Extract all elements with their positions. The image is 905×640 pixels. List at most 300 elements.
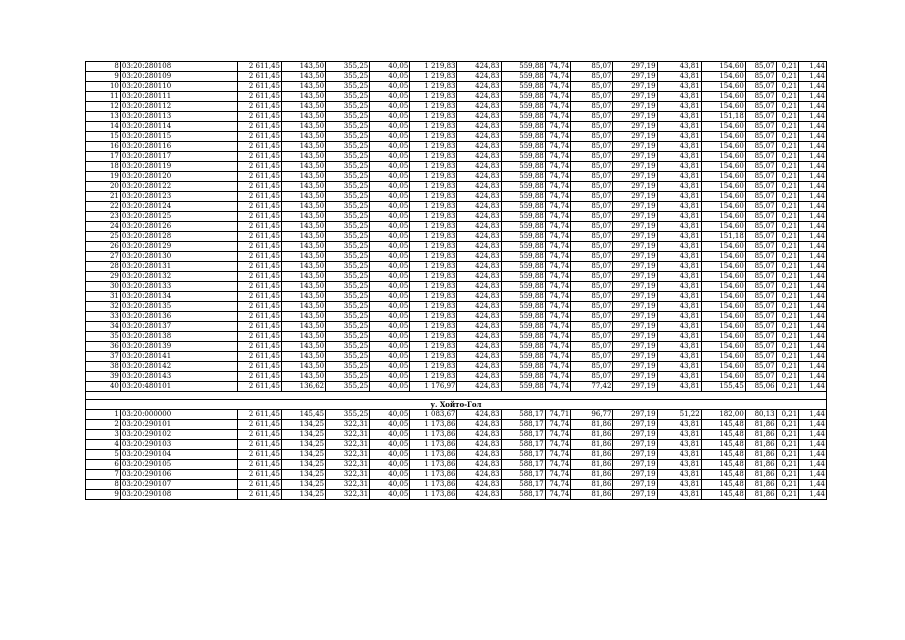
value-cell: 74,74 [545, 332, 571, 342]
value-cell: 297,19 [613, 410, 657, 420]
value-cell: 74,74 [545, 102, 571, 112]
row-number-cell: 32 [86, 302, 121, 312]
value-cell: 355,25 [326, 112, 370, 122]
value-cell: 74,74 [545, 252, 571, 262]
value-cell: 85,07 [571, 132, 613, 142]
table-row [86, 82, 827, 92]
value-cell: 40,05 [370, 102, 410, 112]
value-cell: 424,83 [457, 62, 501, 72]
value-cell: 1,44 [799, 430, 827, 440]
value-cell: 355,25 [326, 302, 370, 312]
value-cell: 143,50 [282, 62, 326, 72]
value-cell: 81,86 [745, 450, 776, 460]
value-cell: 40,05 [370, 162, 410, 172]
cadastral-number-cell: 03:20:290101 [120, 420, 237, 430]
value-cell: 154,60 [701, 292, 745, 302]
value-cell: 1 219,83 [410, 312, 457, 322]
value-cell: 143,50 [282, 192, 326, 202]
value-cell: 1,44 [799, 142, 827, 152]
value-cell: 85,07 [745, 352, 776, 362]
value-cell: 1 173,86 [410, 440, 457, 450]
value-cell: 559,88 [501, 372, 545, 382]
value-cell: 355,25 [326, 182, 370, 192]
value-cell: 2 611,45 [237, 172, 281, 182]
value-cell: 2 611,45 [237, 332, 281, 342]
value-cell: 43,81 [657, 282, 701, 292]
value-cell: 40,05 [370, 142, 410, 152]
value-cell: 0,21 [776, 342, 799, 352]
value-cell: 297,19 [613, 352, 657, 362]
value-cell: 40,05 [370, 172, 410, 182]
value-cell: 85,07 [745, 122, 776, 132]
value-cell: 0,21 [776, 72, 799, 82]
value-cell: 85,07 [571, 202, 613, 212]
value-cell: 0,21 [776, 252, 799, 262]
value-cell: 0,21 [776, 122, 799, 132]
value-cell: 74,74 [545, 222, 571, 232]
value-cell: 1,44 [799, 242, 827, 252]
value-cell: 1 219,83 [410, 162, 457, 172]
value-cell: 297,19 [613, 252, 657, 262]
cadastral-number-cell: 03:20:280110 [120, 82, 237, 92]
value-cell: 85,07 [571, 102, 613, 112]
value-cell: 43,81 [657, 382, 701, 392]
value-cell: 2 611,45 [237, 312, 281, 322]
value-cell: 559,88 [501, 152, 545, 162]
value-cell: 1 173,86 [410, 420, 457, 430]
value-cell: 85,07 [571, 72, 613, 82]
table-row [86, 272, 827, 282]
value-cell: 74,74 [545, 430, 571, 440]
table-body-section-1 [86, 62, 827, 392]
value-cell: 1 219,83 [410, 362, 457, 372]
value-cell: 297,19 [613, 192, 657, 202]
cadastral-number-cell: 03:20:280129 [120, 242, 237, 252]
value-cell: 145,45 [282, 410, 326, 420]
value-cell: 2 611,45 [237, 102, 281, 112]
value-cell: 1 219,83 [410, 82, 457, 92]
value-cell: 154,60 [701, 182, 745, 192]
value-cell: 297,19 [613, 132, 657, 142]
value-cell: 1,44 [799, 470, 827, 480]
value-cell: 43,81 [657, 232, 701, 242]
value-cell: 355,25 [326, 252, 370, 262]
value-cell: 81,86 [745, 430, 776, 440]
table-row [86, 440, 827, 450]
value-cell: 559,88 [501, 302, 545, 312]
value-cell: 355,25 [326, 272, 370, 282]
value-cell: 145,48 [701, 470, 745, 480]
table-row [86, 312, 827, 322]
value-cell: 85,07 [745, 102, 776, 112]
value-cell: 424,83 [457, 182, 501, 192]
cadastral-number-cell: 03:20:280141 [120, 352, 237, 362]
value-cell: 2 611,45 [237, 72, 281, 82]
value-cell: 559,88 [501, 292, 545, 302]
value-cell: 154,60 [701, 122, 745, 132]
value-cell: 40,05 [370, 202, 410, 212]
value-cell: 2 611,45 [237, 132, 281, 142]
row-number-cell: 34 [86, 322, 121, 332]
value-cell: 0,21 [776, 450, 799, 460]
value-cell: 74,74 [545, 382, 571, 392]
row-number-cell: 26 [86, 242, 121, 252]
value-cell: 151,18 [701, 232, 745, 242]
value-cell: 1,44 [799, 262, 827, 272]
value-cell: 322,31 [326, 420, 370, 430]
value-cell: 1,44 [799, 62, 827, 72]
cadastral-number-cell: 03:20:280124 [120, 202, 237, 212]
value-cell: 143,50 [282, 112, 326, 122]
value-cell: 85,07 [571, 322, 613, 332]
value-cell: 1,44 [799, 352, 827, 362]
value-cell: 2 611,45 [237, 410, 281, 420]
value-cell: 40,05 [370, 132, 410, 142]
cadastral-number-cell: 03:20:280128 [120, 232, 237, 242]
value-cell: 559,88 [501, 132, 545, 142]
value-cell: 559,88 [501, 352, 545, 362]
row-number-cell: 8 [86, 62, 121, 72]
row-number-cell: 20 [86, 182, 121, 192]
value-cell: 0,21 [776, 460, 799, 470]
row-number-cell: 2 [86, 420, 121, 430]
value-cell: 40,05 [370, 322, 410, 332]
value-cell: 85,07 [745, 162, 776, 172]
table-row [86, 202, 827, 212]
table-row [86, 282, 827, 292]
value-cell: 1 219,83 [410, 342, 457, 352]
value-cell: 74,74 [545, 92, 571, 102]
value-cell: 143,50 [282, 332, 326, 342]
value-cell: 1 219,83 [410, 332, 457, 342]
value-cell: 85,07 [745, 292, 776, 302]
value-cell: 74,74 [545, 132, 571, 142]
value-cell: 134,25 [282, 440, 326, 450]
value-cell: 297,19 [613, 222, 657, 232]
value-cell: 0,21 [776, 182, 799, 192]
value-cell: 2 611,45 [237, 232, 281, 242]
cadastral-number-cell: 03:20:480101 [120, 382, 237, 392]
cadastral-number-cell: 03:20:290105 [120, 460, 237, 470]
value-cell: 559,88 [501, 312, 545, 322]
value-cell: 85,07 [571, 82, 613, 92]
value-cell: 424,83 [457, 242, 501, 252]
value-cell: 143,50 [282, 212, 326, 222]
cadastral-number-cell: 03:20:280115 [120, 132, 237, 142]
value-cell: 1 219,83 [410, 272, 457, 282]
value-cell: 85,07 [745, 282, 776, 292]
value-cell: 1,44 [799, 460, 827, 470]
value-cell: 145,48 [701, 450, 745, 460]
value-cell: 143,50 [282, 362, 326, 372]
value-cell: 143,50 [282, 82, 326, 92]
value-cell: 154,60 [701, 172, 745, 182]
value-cell: 322,31 [326, 470, 370, 480]
value-cell: 81,86 [571, 420, 613, 430]
value-cell: 43,81 [657, 450, 701, 460]
value-cell: 355,25 [326, 62, 370, 72]
value-cell: 43,81 [657, 192, 701, 202]
value-cell: 182,00 [701, 410, 745, 420]
value-cell: 145,48 [701, 430, 745, 440]
value-cell: 85,07 [745, 342, 776, 352]
value-cell: 85,07 [571, 162, 613, 172]
value-cell: 40,05 [370, 430, 410, 440]
table-row [86, 142, 827, 152]
value-cell: 1,44 [799, 480, 827, 490]
value-cell: 40,05 [370, 62, 410, 72]
value-cell: 40,05 [370, 312, 410, 322]
row-number-cell: 21 [86, 192, 121, 202]
value-cell: 43,81 [657, 312, 701, 322]
value-cell: 85,07 [745, 362, 776, 372]
value-cell: 559,88 [501, 172, 545, 182]
row-number-cell: 8 [86, 480, 121, 490]
value-cell: 424,83 [457, 440, 501, 450]
value-cell: 51,22 [657, 410, 701, 420]
value-cell: 74,74 [545, 62, 571, 72]
cadastral-number-cell: 03:20:280126 [120, 222, 237, 232]
value-cell: 1 173,86 [410, 480, 457, 490]
value-cell: 81,86 [571, 490, 613, 500]
value-cell: 40,05 [370, 332, 410, 342]
value-cell: 85,07 [571, 352, 613, 362]
value-cell: 40,05 [370, 92, 410, 102]
value-cell: 2 611,45 [237, 152, 281, 162]
value-cell: 297,19 [613, 202, 657, 212]
value-cell: 559,88 [501, 202, 545, 212]
value-cell: 297,19 [613, 312, 657, 322]
cadastral-number-cell: 03:20:280135 [120, 302, 237, 312]
value-cell: 1 173,86 [410, 490, 457, 500]
value-cell: 424,83 [457, 490, 501, 500]
value-cell: 0,21 [776, 312, 799, 322]
value-cell: 1 219,83 [410, 72, 457, 82]
value-cell: 43,81 [657, 372, 701, 382]
value-cell: 559,88 [501, 82, 545, 92]
value-cell: 1 173,86 [410, 430, 457, 440]
value-cell: 85,07 [571, 92, 613, 102]
value-cell: 559,88 [501, 72, 545, 82]
value-cell: 297,19 [613, 490, 657, 500]
value-cell: 559,88 [501, 102, 545, 112]
cadastral-number-cell: 03:20:280117 [120, 152, 237, 162]
value-cell: 355,25 [326, 222, 370, 232]
value-cell: 1 219,83 [410, 202, 457, 212]
value-cell: 40,05 [370, 112, 410, 122]
value-cell: 85,07 [745, 312, 776, 322]
value-cell: 145,48 [701, 440, 745, 450]
value-cell: 85,07 [571, 192, 613, 202]
value-cell: 2 611,45 [237, 490, 281, 500]
value-cell: 154,60 [701, 362, 745, 372]
value-cell: 1 219,83 [410, 62, 457, 72]
value-cell: 559,88 [501, 362, 545, 372]
value-cell: 0,21 [776, 102, 799, 112]
value-cell: 424,83 [457, 352, 501, 362]
cadastral-number-cell: 03:20:280137 [120, 322, 237, 332]
value-cell: 154,60 [701, 202, 745, 212]
value-cell: 1,44 [799, 122, 827, 132]
value-cell: 0,21 [776, 382, 799, 392]
table-row [86, 372, 827, 382]
value-cell: 43,81 [657, 480, 701, 490]
value-cell: 43,81 [657, 292, 701, 302]
value-cell: 85,07 [571, 312, 613, 322]
value-cell: 43,81 [657, 440, 701, 450]
value-cell: 355,25 [326, 362, 370, 372]
value-cell: 559,88 [501, 122, 545, 132]
row-number-cell: 40 [86, 382, 121, 392]
value-cell: 297,19 [613, 420, 657, 430]
value-cell: 559,88 [501, 142, 545, 152]
row-number-cell: 14 [86, 122, 121, 132]
value-cell: 85,07 [745, 302, 776, 312]
cadastral-number-cell: 03:20:280114 [120, 122, 237, 132]
cadastral-number-cell: 03:20:290104 [120, 450, 237, 460]
value-cell: 85,07 [571, 332, 613, 342]
value-cell: 85,07 [745, 132, 776, 142]
cadastral-number-cell: 03:20:290108 [120, 490, 237, 500]
value-cell: 559,88 [501, 112, 545, 122]
value-cell: 143,50 [282, 302, 326, 312]
value-cell: 85,07 [745, 182, 776, 192]
cadastral-number-cell: 03:20:280133 [120, 282, 237, 292]
value-cell: 85,07 [745, 72, 776, 82]
value-cell: 74,74 [545, 162, 571, 172]
value-cell: 355,25 [326, 382, 370, 392]
value-cell: 145,48 [701, 480, 745, 490]
table-row [86, 292, 827, 302]
section-header-group [86, 392, 827, 410]
row-number-cell: 38 [86, 362, 121, 372]
table-row [86, 352, 827, 362]
value-cell: 85,07 [571, 172, 613, 182]
value-cell: 559,88 [501, 262, 545, 272]
value-cell: 559,88 [501, 222, 545, 232]
value-cell: 0,21 [776, 192, 799, 202]
value-cell: 1 083,67 [410, 410, 457, 420]
value-cell: 85,06 [745, 382, 776, 392]
row-number-cell: 25 [86, 232, 121, 242]
value-cell: 40,05 [370, 182, 410, 192]
value-cell: 355,25 [326, 82, 370, 92]
value-cell: 43,81 [657, 72, 701, 82]
value-cell: 43,81 [657, 362, 701, 372]
value-cell: 74,74 [545, 372, 571, 382]
value-cell: 85,07 [571, 282, 613, 292]
value-cell: 0,21 [776, 212, 799, 222]
table-row [86, 232, 827, 242]
value-cell: 85,07 [745, 232, 776, 242]
value-cell: 85,07 [571, 262, 613, 272]
value-cell: 1 219,83 [410, 182, 457, 192]
value-cell: 81,86 [571, 470, 613, 480]
value-cell: 2 611,45 [237, 272, 281, 282]
value-cell: 0,21 [776, 490, 799, 500]
value-cell: 2 611,45 [237, 430, 281, 440]
table-row [86, 450, 827, 460]
value-cell: 1 219,83 [410, 252, 457, 262]
value-cell: 588,17 [501, 480, 545, 490]
row-number-cell: 9 [86, 72, 121, 82]
table-row [86, 302, 827, 312]
value-cell: 154,60 [701, 142, 745, 152]
value-cell: 43,81 [657, 182, 701, 192]
value-cell: 424,83 [457, 162, 501, 172]
value-cell: 355,25 [326, 352, 370, 362]
value-cell: 85,07 [745, 152, 776, 162]
value-cell: 40,05 [370, 470, 410, 480]
row-number-cell: 31 [86, 292, 121, 302]
cadastral-number-cell: 03:20:280109 [120, 72, 237, 82]
value-cell: 143,50 [282, 372, 326, 382]
value-cell: 81,86 [745, 490, 776, 500]
value-cell: 0,21 [776, 222, 799, 232]
value-cell: 424,83 [457, 122, 501, 132]
value-cell: 1,44 [799, 302, 827, 312]
value-cell: 1,44 [799, 202, 827, 212]
document-page [85, 61, 827, 500]
value-cell: 0,21 [776, 262, 799, 272]
value-cell: 1,44 [799, 272, 827, 282]
value-cell: 40,05 [370, 362, 410, 372]
value-cell: 74,74 [545, 192, 571, 202]
value-cell: 74,74 [545, 152, 571, 162]
value-cell: 1 219,83 [410, 212, 457, 222]
value-cell: 1 219,83 [410, 152, 457, 162]
value-cell: 0,21 [776, 272, 799, 282]
value-cell: 424,83 [457, 222, 501, 232]
cadastral-number-cell: 03:20:280113 [120, 112, 237, 122]
value-cell: 74,74 [545, 272, 571, 282]
value-cell: 85,07 [745, 252, 776, 262]
row-number-cell: 27 [86, 252, 121, 262]
value-cell: 559,88 [501, 242, 545, 252]
value-cell: 143,50 [282, 152, 326, 162]
value-cell: 0,21 [776, 152, 799, 162]
value-cell: 1,44 [799, 382, 827, 392]
value-cell: 297,19 [613, 460, 657, 470]
cadastral-number-cell: 03:20:280112 [120, 102, 237, 112]
value-cell: 2 611,45 [237, 342, 281, 352]
value-cell: 1,44 [799, 112, 827, 122]
table-row [86, 172, 827, 182]
value-cell: 559,88 [501, 62, 545, 72]
value-cell: 297,19 [613, 322, 657, 332]
value-cell: 588,17 [501, 460, 545, 470]
value-cell: 154,60 [701, 282, 745, 292]
value-cell: 85,07 [571, 372, 613, 382]
table-row [86, 490, 827, 500]
value-cell: 1,44 [799, 342, 827, 352]
value-cell: 40,05 [370, 440, 410, 450]
value-cell: 2 611,45 [237, 282, 281, 292]
value-cell: 2 611,45 [237, 252, 281, 262]
value-cell: 559,88 [501, 272, 545, 282]
value-cell: 0,21 [776, 292, 799, 302]
spacer-row [86, 392, 827, 400]
value-cell: 143,50 [282, 142, 326, 152]
value-cell: 85,07 [745, 92, 776, 102]
value-cell: 154,60 [701, 302, 745, 312]
table-row [86, 382, 827, 392]
value-cell: 0,21 [776, 142, 799, 152]
row-number-cell: 10 [86, 82, 121, 92]
value-cell: 424,83 [457, 72, 501, 82]
cadastral-number-cell: 03:20:280143 [120, 372, 237, 382]
cadastral-number-cell: 03:20:290106 [120, 470, 237, 480]
